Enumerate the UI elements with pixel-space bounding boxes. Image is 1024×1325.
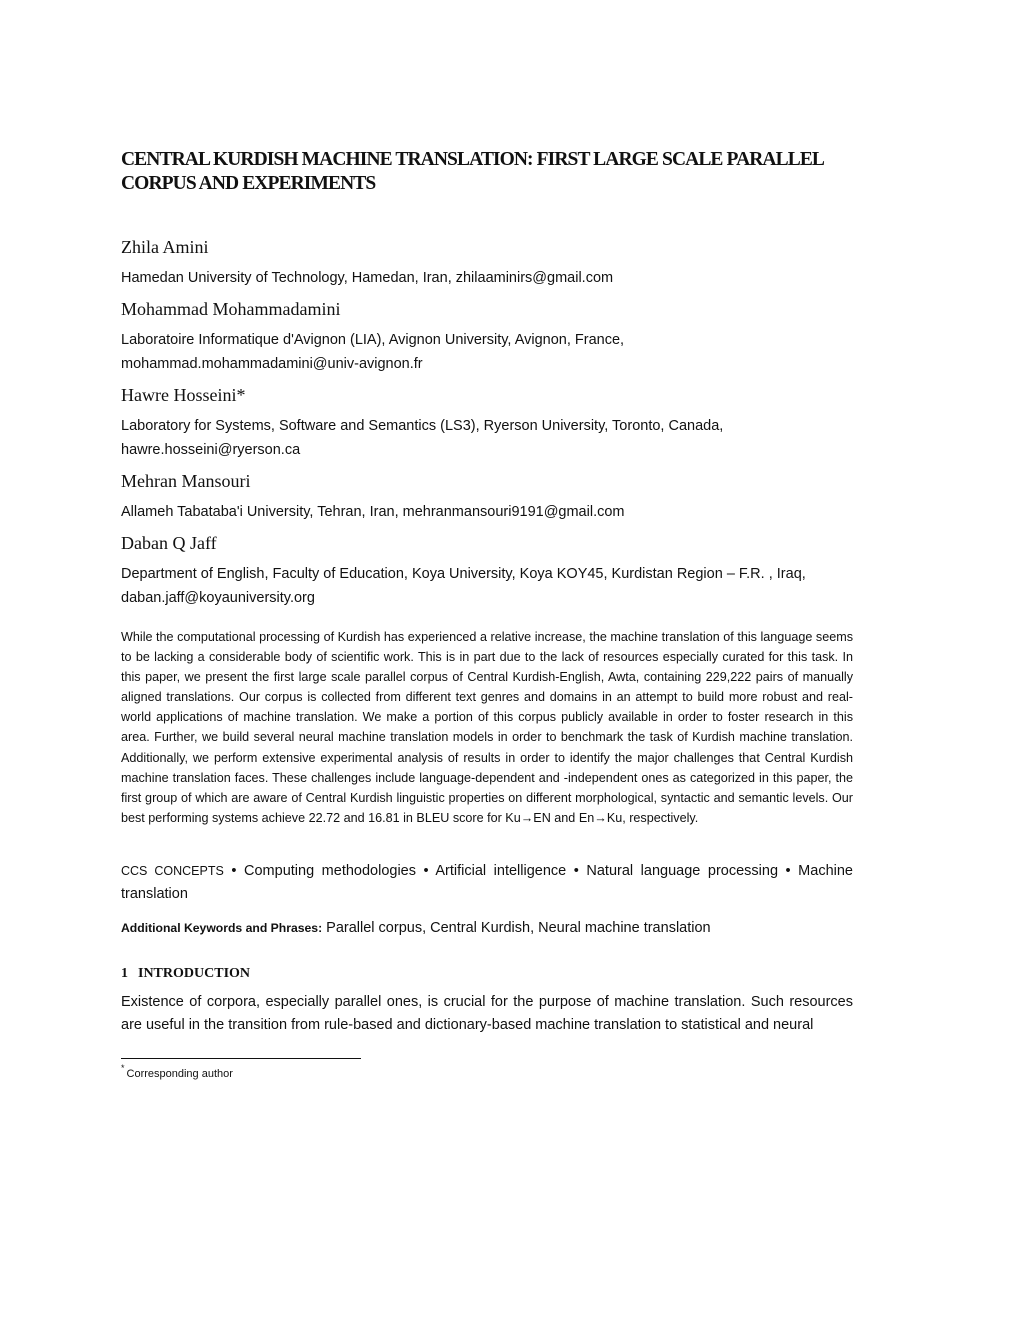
section-number: 1 [121,966,128,981]
ccs-concepts [121,860,853,905]
author-name: Hawre Hosseini* [121,385,246,405]
keywords [121,917,861,939]
author-affiliation: Hamedan University of Technology, Hamedan, Iran, zhilaaminirs@gmail.com [121,270,614,286]
paper-title: CENTRAL KURDISH MACHINE TRANSLATION: FIRST LARGE SCALE PARALLEL CORPUS AND EXPERIMENTS [121,149,823,194]
intro-paragraph: Existence of corpora, especially parallel ones, is crucial for the purpose of machine translation. Such resources are useful in the transition from rule-based and dictionary-based machine translation to statistical and neural [121,994,853,1033]
author-name: Zhila Amini [121,237,209,257]
footnote [121,1063,233,1082]
section-heading [121,964,250,984]
author-name: Mohammad Mohammadamini [121,299,341,319]
ccs-text: • Computing methodologies • Artificial intelligence • Natural language processing • Machine translation [121,863,853,902]
author-affiliation: Laboratoire Informatique d'Avignon (LIA), Avignon University, Avignon, France, mohammad.mohammadamini@univ-avignon.fr [121,332,625,372]
footnote-text: Corresponding author [126,1068,233,1080]
keywords-label: Additional Keywords and Phrases: [121,921,323,935]
footnote-mark: * [121,1063,125,1073]
abstract: While the computational processing of Kurdish has experienced a relative increase, the machine translation of this language seems to be lacking a considerable body of scientific work. This is in part due to the lack of resources especially curated for this task. In this paper, we present the first large scale parallel corpus of Central Kurdish-English, Awta, containing 229,222 pairs of manually aligned translations. Our corpus is collected from different text genres and domains in an attempt to build more robust and real-world applications of machine translation. We make a portion of this corpus publicly available in order to foster research in this area. Further, we build several neural machine translation models in order to benchmark the task of Kurdish machine translation. Additionally, we perform extensive experimental analysis of results in order to identify the major challenges that Central Kurdish machine translation faces. These challenges include language-dependent and -independent ones as categorized in this paper, the first group of which are aware of Central Kurdish linguistic properties on different morphological, syntactic and semantic levels. Our best performing systems achieve 22.72 and 16.81 in BLEU score for Ku→EN and En→Ku, respectively. [121,630,853,825]
ccs-label: CCS CONCEPTS [121,864,224,878]
author-affiliation: Laboratory for Systems, Software and Semantics (LS3), Ryerson University, Toronto, Canada, hawre.hosseini@ryerson.ca [121,418,724,458]
author-name: Daban Q Jaff [121,533,217,553]
section-title: INTRODUCTION [138,966,251,981]
author-affiliation: Allameh Tabataba'i University, Tehran, Iran, mehranmansouri9191@gmail.com [121,504,625,520]
author-name: Mehran Mansouri [121,471,251,491]
footnote-divider [121,1058,361,1059]
keywords-text: Parallel corpus, Central Kurdish, Neural machine translation [322,920,711,936]
author-affiliation: Department of English, Faculty of Education, Koya University, Koya KOY45, Kurdistan Region – F.R. , Iraq, daban.jaff@koyauniversity.org [121,566,806,606]
